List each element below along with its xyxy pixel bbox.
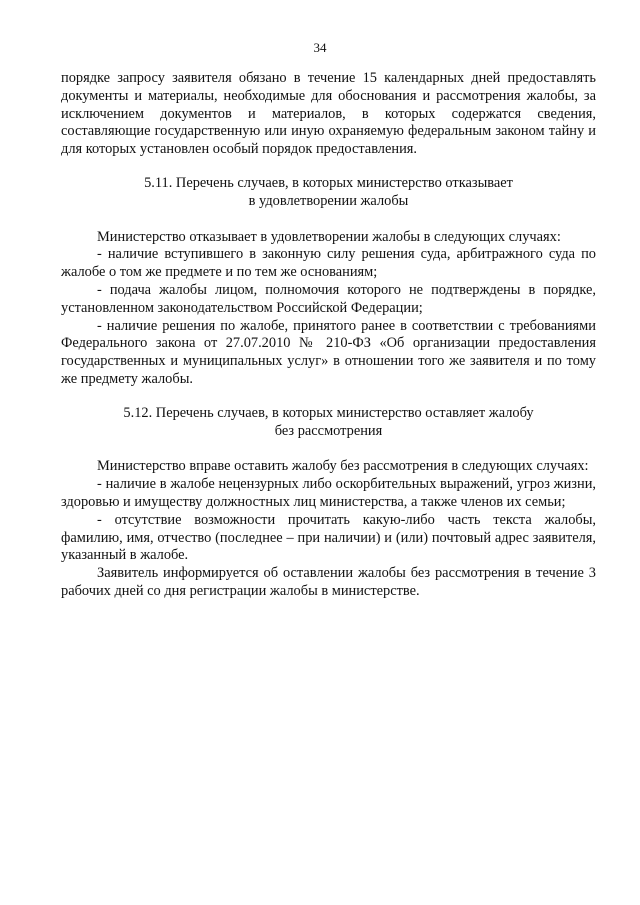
list-item: - наличие в жалобе нецензурных либо оскорбительных выражений, угроз жизни, здоровью и имуществу должностных лиц министерства, а также членов их семьи; xyxy=(61,476,596,510)
section-5-11 xyxy=(61,175,596,389)
section-heading-line: без рассмотрения xyxy=(274,422,383,439)
page-number: 34 xyxy=(313,40,327,55)
list-item: - отсутствие возможности прочитать какую-либо часть текста жалобы, фамилию, имя, отчество (последнее – при наличии) и (или) почтовый адрес заявителя, указанный в жалобе. xyxy=(61,511,596,564)
section-body xyxy=(61,458,596,600)
paragraph: Министерство отказывает в удовлетворении жалобы в следующих случаях: xyxy=(97,228,561,245)
section-body xyxy=(61,229,596,389)
section-5-12 xyxy=(61,405,596,601)
paragraph: Министерство вправе оставить жалобу без рассмотрения в следующих случаях: xyxy=(97,458,589,475)
section-heading-line: 5.12. Перечень случаев, в которых министерство оставляет жалобу xyxy=(123,404,534,421)
section-heading-line: 5.11. Перечень случаев, в которых министерство отказывает xyxy=(144,174,513,191)
intro-paragraph: порядке запросу заявителя обязано в течение 15 календарных дней предоставлять документы и материалы, необходимые для обоснования и рассмотрения жалобы, за исключением документов и материалов, в которых содержатся сведения, составляющие государственную или иную охраняемую федеральным законом тайну и для которых установлен особый порядок предоставления. xyxy=(61,70,596,158)
document-body xyxy=(61,70,596,601)
paragraph: Заявитель информируется об оставлении жалобы без рассмотрения в течение 3 рабочих дней со дня регистрации жалобы в министерстве. xyxy=(61,565,596,599)
list-item: - наличие вступившего в законную силу решения суда, арбитражного суда по жалобе о том же предмете и по тем же основаниям; xyxy=(61,246,596,281)
section-heading-line: в удовлетворении жалобы xyxy=(248,192,409,209)
list-item: - наличие решения по жалобе, принятого ранее в соответствии с требованиями Федерального закона от 27.07.2010 № 210-ФЗ «Об организации предоставления государственных и муниципальных услуг» в отношении того же заявителя и по тому же предмету жалобы. xyxy=(61,317,596,387)
list-item: - подача жалобы лицом, полномочия которого не подтверждены в порядке, установленном законодательством Российской Федерации; xyxy=(61,281,596,316)
